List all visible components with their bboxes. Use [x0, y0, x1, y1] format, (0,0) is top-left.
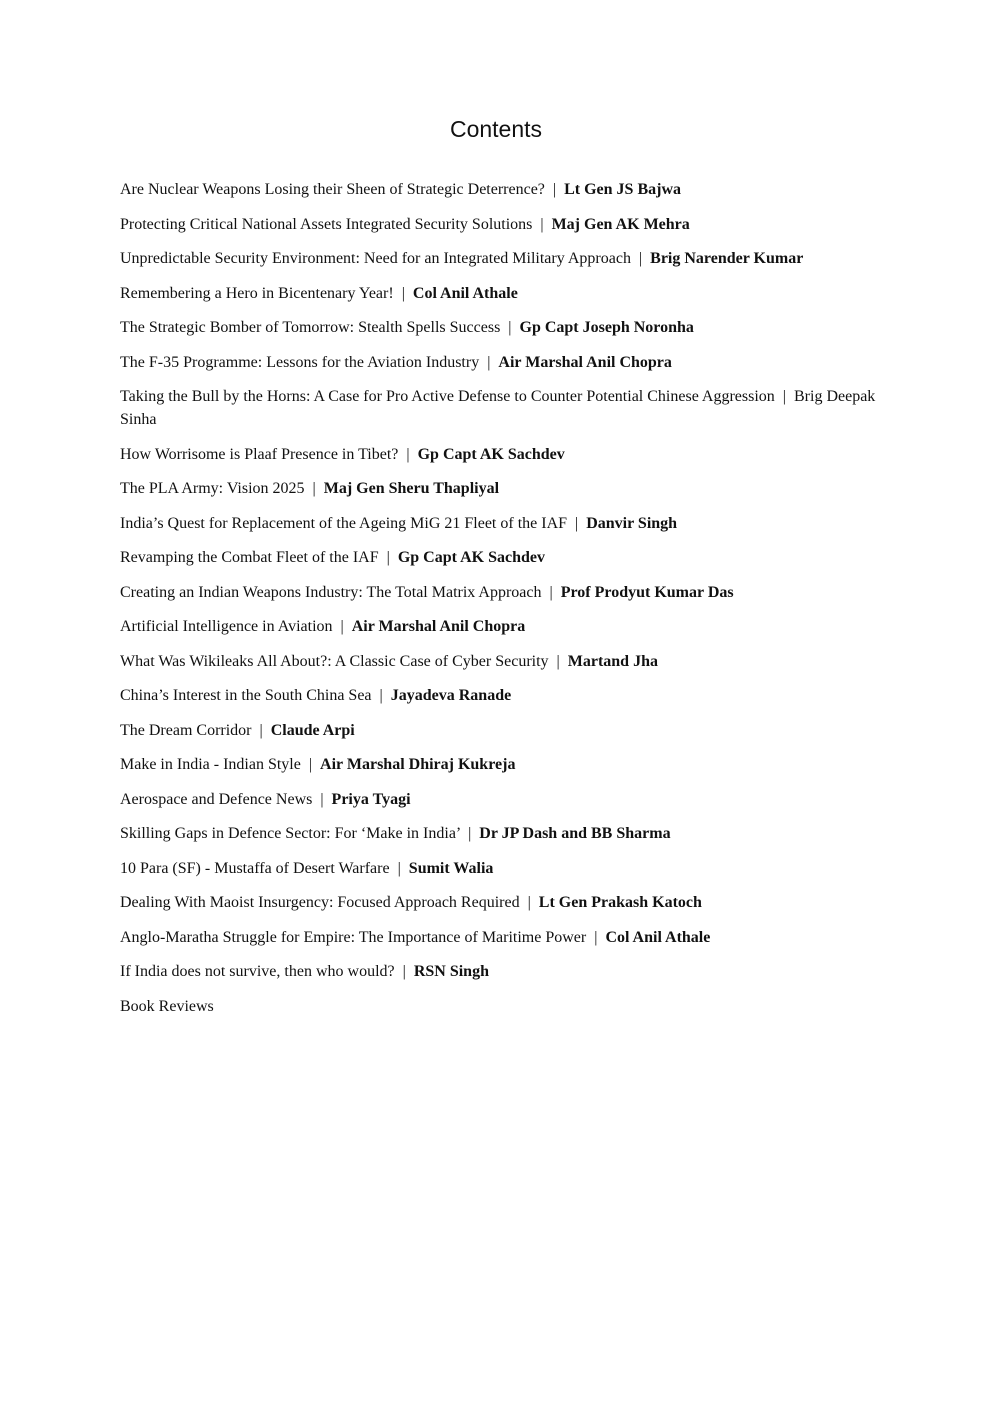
contents-entry	[120, 926, 880, 949]
contents-entry	[120, 581, 880, 604]
article-title: How Worrisome is Plaaf Presence in Tibet?	[120, 445, 399, 463]
contents-entry	[120, 282, 880, 305]
article-title: Dealing With Maoist Insurgency: Focused Approach Required	[120, 894, 520, 911]
article-title: Unpredictable Security Environment: Need for an Integrated Military Approach	[120, 250, 631, 267]
title-author-separator: |	[549, 583, 553, 601]
article-author: Lt Gen Prakash Katoch	[538, 894, 702, 911]
title-author-separator: |	[638, 250, 643, 267]
page-title: Contents	[449, 116, 543, 142]
title-author-separator: |	[556, 652, 560, 670]
contents-entry	[120, 995, 880, 1018]
contents-entry	[120, 316, 880, 339]
title-author-separator: |	[402, 963, 406, 980]
title-author-separator: |	[508, 319, 512, 336]
contents-entry	[120, 512, 880, 535]
title-author-separator: |	[487, 353, 491, 371]
article-author: Gp Capt AK Sachdev	[397, 549, 545, 566]
contents-entry	[120, 247, 880, 270]
article-author: Claude Arpi	[270, 721, 355, 739]
article-title: Are Nuclear Weapons Losing their Sheen of Strategic Deterrence?	[120, 181, 545, 198]
article-author: Gp Capt AK Sachdev	[417, 445, 565, 463]
article-title: The Dream Corridor	[120, 721, 252, 739]
article-title: The F-35 Programme: Lessons for the Aviation Industry	[120, 353, 480, 371]
contents-entry	[120, 477, 880, 500]
article-author: Air Marshal Anil Chopra	[498, 353, 672, 371]
title-author-separator: |	[468, 825, 472, 842]
article-author: Dr JP Dash and BB Sharma	[479, 825, 671, 842]
article-title: India’s Quest for Replacement of the Ageing MiG 21 Fleet of the IAF	[120, 514, 568, 532]
article-author: Sumit Walia	[408, 859, 494, 877]
contents-entry	[120, 753, 880, 776]
article-title: Aerospace and Defence News	[120, 790, 313, 808]
contents-entry	[120, 351, 880, 374]
title-author-separator: |	[406, 445, 410, 463]
article-title: Skilling Gaps in Defence Sector: For ‘Make in India’	[120, 825, 461, 842]
article-title: China’s Interest in the South China Sea	[120, 687, 372, 704]
article-author: Air Marshal Anil Chopra	[351, 618, 526, 635]
article-author: Gp Capt Joseph Noronha	[519, 319, 694, 336]
article-author: Brig Deepak Sinha	[120, 388, 876, 428]
title-author-separator: |	[782, 388, 786, 405]
article-title: Protecting Critical National Assets Integrated Security Solutions	[120, 215, 533, 233]
title-author-separator: |	[340, 618, 344, 635]
contents-entry	[120, 719, 880, 742]
article-title: 10 Para (SF) - Mustaffa of Desert Warfare	[120, 859, 390, 877]
article-author: RSN Singh	[413, 963, 489, 980]
article-author: Lt Gen JS Bajwa	[564, 181, 682, 198]
contents-entry	[120, 615, 880, 638]
article-title: Revamping the Combat Fleet of the IAF	[120, 549, 379, 566]
title-author-separator: |	[575, 514, 579, 532]
article-author: Priya Tyagi	[331, 790, 411, 808]
contents-entry	[120, 857, 880, 880]
article-title: If India does not survive, then who would?	[120, 963, 395, 980]
title-author-separator: |	[320, 790, 324, 808]
contents-entry	[120, 788, 880, 811]
contents-entry	[120, 443, 880, 466]
title-author-separator: |	[552, 181, 557, 198]
title-author-separator: |	[379, 687, 383, 704]
contents-entry	[120, 822, 880, 845]
title-author-separator: |	[401, 284, 405, 302]
title-author-separator: |	[386, 549, 390, 566]
article-title: Book Reviews	[120, 997, 214, 1015]
article-author: Jayadeva Ranade	[390, 687, 512, 704]
article-author: Col Anil Athale	[412, 284, 518, 302]
title-author-separator: |	[397, 859, 401, 877]
contents-entry	[120, 213, 880, 236]
article-title: The PLA Army: Vision 2025	[120, 480, 305, 497]
article-title: What Was Wikileaks All About?: A Classic Case of Cyber Security	[120, 652, 549, 670]
article-title: Taking the Bull by the Horns: A Case for Pro Active Defense to Counter Potential Chinese Aggression	[120, 388, 775, 405]
article-author: Danvir Singh	[586, 514, 678, 532]
title-author-separator: |	[259, 721, 263, 739]
contents-list	[120, 178, 880, 1029]
title-author-separator: |	[594, 928, 598, 946]
contents-entry	[120, 546, 880, 569]
article-author: Maj Gen AK Mehra	[551, 215, 690, 233]
contents-entry	[120, 650, 880, 673]
article-title: Make in India - Indian Style	[120, 756, 301, 773]
title-author-separator: |	[527, 894, 531, 911]
article-author: Air Marshal Dhiraj Kukreja	[320, 756, 516, 773]
contents-entry	[120, 684, 880, 707]
title-author-separator: |	[540, 215, 544, 233]
article-title: Artificial Intelligence in Aviation	[120, 618, 333, 635]
article-author: Brig Narender Kumar	[650, 250, 804, 267]
article-author: Col Anil Athale	[605, 928, 711, 946]
article-title: The Strategic Bomber of Tomorrow: Stealth Spells Success	[120, 319, 501, 336]
contents-entry	[120, 178, 880, 201]
article-author: Martand Jha	[567, 652, 658, 670]
title-author-separator: |	[312, 480, 316, 497]
title-author-separator: |	[308, 756, 313, 773]
contents-entry	[120, 891, 880, 914]
contents-entry	[120, 385, 880, 431]
article-author: Maj Gen Sheru Thapliyal	[323, 480, 500, 497]
article-title: Remembering a Hero in Bicentenary Year!	[120, 284, 394, 302]
article-title: Creating an Indian Weapons Industry: The Total Matrix Approach	[120, 583, 542, 601]
article-author: Prof Prodyut Kumar Das	[560, 583, 734, 601]
contents-entry	[120, 960, 880, 983]
article-title: Anglo-Maratha Struggle for Empire: The Importance of Maritime Power	[120, 928, 587, 946]
